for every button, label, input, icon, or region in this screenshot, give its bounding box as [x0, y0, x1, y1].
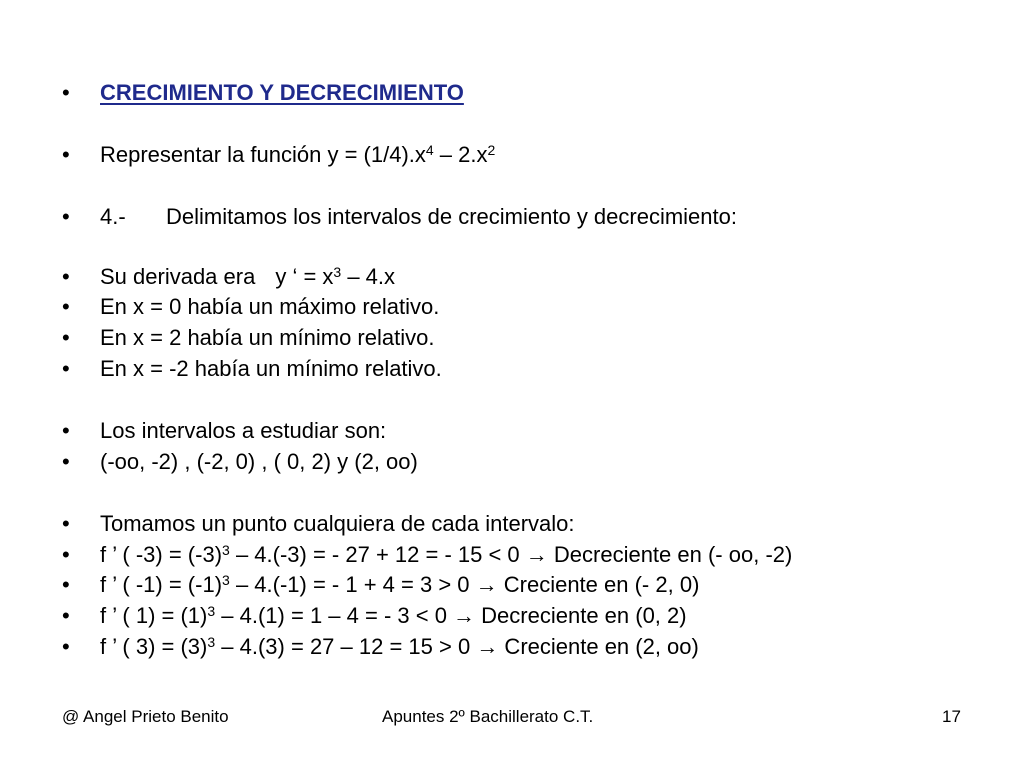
test-statement — [100, 601, 687, 631]
extremum-text: En x = -2 había un mínimo relativo. — [100, 356, 442, 381]
test-intro: Tomamos un punto cualquiera de cada intervalo: — [100, 511, 575, 536]
arrow-right-icon: → — [453, 603, 476, 628]
step-statement — [100, 202, 737, 232]
test-statement — [100, 540, 792, 570]
arrow-right-icon: → — [525, 542, 548, 567]
derivative-statement — [100, 262, 395, 292]
derivative-exponent: 3 — [333, 264, 342, 280]
test-exponent: 3 — [222, 572, 230, 588]
step-text: Delimitamos los intervalos de crecimiento y decrecimiento: — [166, 204, 737, 229]
footer-page-number: 17 — [942, 707, 961, 726]
function-exponent-1: 4 — [425, 142, 434, 158]
bullet: • — [62, 264, 70, 289]
step-number: 4.- — [100, 204, 126, 229]
intervals-intro: Los intervalos a estudiar son: — [100, 418, 387, 443]
bullet: • — [62, 418, 70, 443]
bullet: • — [62, 142, 70, 167]
extremum-text: En x = 2 había un mínimo relativo. — [100, 325, 435, 350]
test-exponent: 3 — [207, 603, 216, 619]
test-result: Decreciente en (- oo, -2) — [547, 542, 793, 567]
test-exponent: 3 — [222, 542, 230, 558]
bullet: • — [62, 603, 70, 628]
bullet: • — [62, 634, 70, 659]
test-calc: – 4.(-3) = - 27 + 12 = - 15 < 0 — [229, 542, 526, 567]
test-calc: – 4.(3) = 27 – 12 = 15 > 0 — [215, 634, 477, 659]
arrow-right-icon: → — [476, 634, 499, 659]
function-prefix: Representar la función y = (1/4).x — [100, 142, 426, 167]
test-statement — [100, 570, 699, 600]
extremum-text: En x = 0 había un máximo relativo. — [100, 294, 440, 319]
test-result: Creciente en (- 2, 0) — [497, 572, 700, 597]
test-eval: f ’ ( -1) = (-1) — [100, 572, 223, 597]
bullet: • — [62, 204, 70, 229]
test-calc: – 4.(-1) = - 1 + 4 = 3 > 0 — [229, 572, 476, 597]
test-result: Creciente en (2, oo) — [498, 634, 699, 659]
function-statement — [100, 140, 495, 170]
bullet: • — [62, 449, 70, 474]
test-eval: f ’ ( 1) = (1) — [100, 603, 208, 628]
footer-course: Apuntes 2º Bachillerato C.T. — [382, 707, 594, 726]
derivative-formula: y ‘ = x — [275, 264, 334, 289]
footer-author: @ Angel Prieto Benito — [62, 707, 229, 726]
test-result: Decreciente en (0, 2) — [475, 603, 687, 628]
bullet: • — [62, 325, 70, 350]
bullet: • — [62, 356, 70, 381]
test-eval: f ’ ( 3) = (3) — [100, 634, 208, 659]
bullet: • — [62, 80, 70, 105]
bullet: • — [62, 572, 70, 597]
test-eval: f ’ ( -3) = (-3) — [100, 542, 223, 567]
derivative-rest: – 4.x — [341, 264, 396, 289]
bullet: • — [62, 511, 70, 536]
derivative-label: Su derivada era — [100, 264, 256, 289]
arrow-right-icon: → — [475, 572, 498, 597]
intervals-list: (-oo, -2) , (-2, 0) , ( 0, 2) y (2, oo) — [100, 449, 418, 474]
function-exponent-2: 2 — [487, 142, 496, 158]
slide-title: CRECIMIENTO Y DECRECIMIENTO — [100, 80, 464, 105]
bullet: • — [62, 542, 70, 567]
test-calc: – 4.(1) = 1 – 4 = - 3 < 0 — [215, 603, 454, 628]
bullet: • — [62, 294, 70, 319]
test-statement — [100, 632, 699, 662]
test-exponent: 3 — [207, 634, 216, 650]
function-middle: – 2.x — [433, 142, 488, 167]
